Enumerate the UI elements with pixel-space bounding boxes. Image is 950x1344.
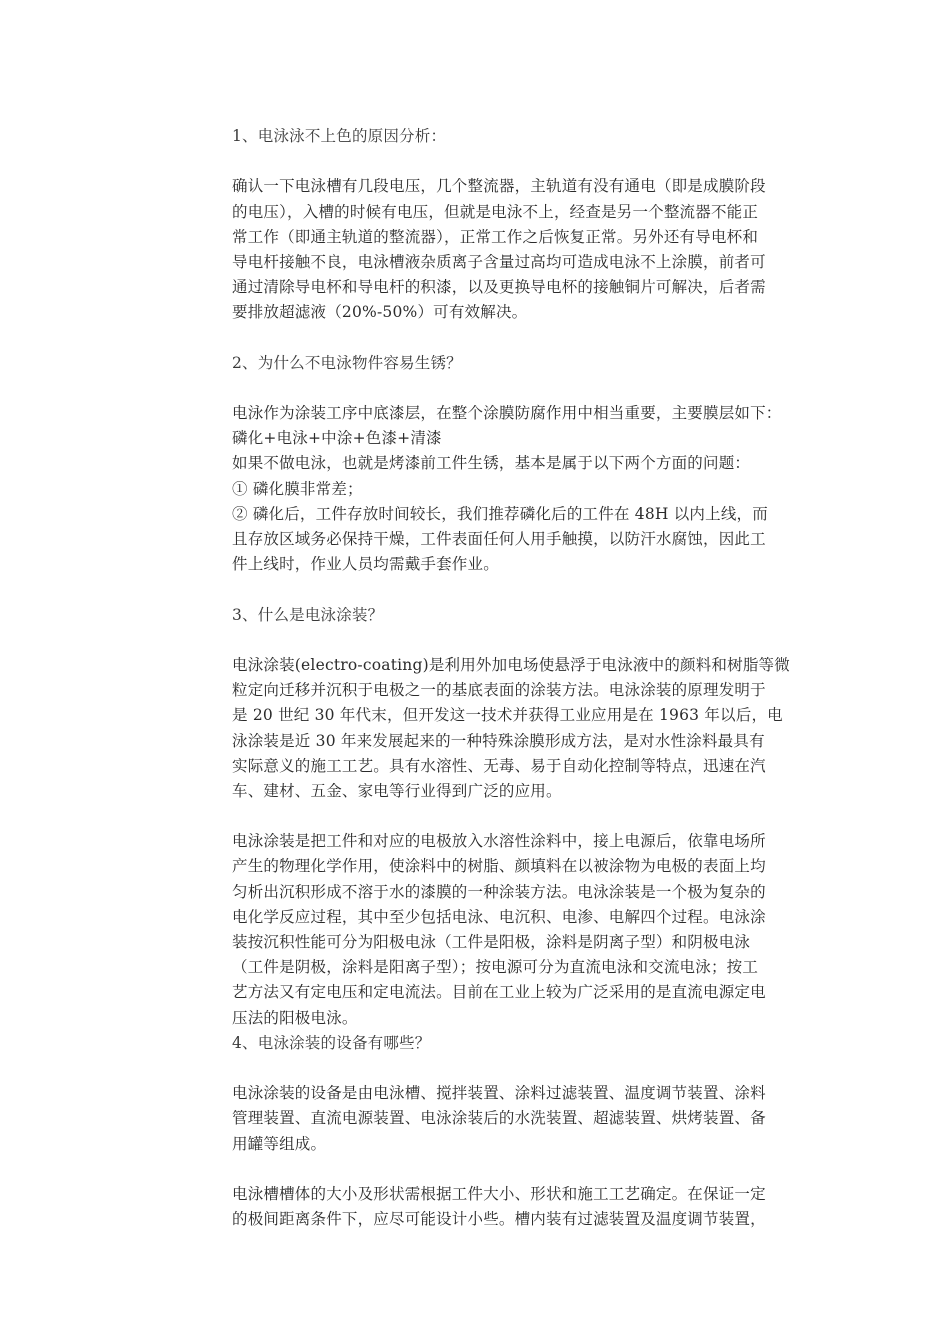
section-heading: 4、电泳涂装的设备有哪些？: [232, 1033, 431, 1052]
text-line: 粒定向迁移并沉积于电极之一的基底表面的涂装方法。电泳涂装的原理发明于: [232, 681, 766, 700]
section-heading: 1、电泳泳不上色的原因分析：: [232, 127, 447, 145]
spacer: [232, 577, 802, 602]
text-line: 泳涂装是近 30 年来发展起来的一种特殊涂膜形成方法，是对水性涂料最具有: [232, 731, 765, 750]
section-heading: 3、什么是电泳涂装？: [232, 605, 384, 624]
text-line: 常工作（即通主轨道的整流器），正常工作之后恢复正常。另外还有导电杯和: [232, 227, 759, 246]
text-line: 的极间距离条件下，应尽可能设计小些。槽内装有过滤装置及温度调节装置，: [232, 1210, 766, 1229]
text-line: （工件是阴极，涂料是阳离子型）；按电源可分为直流电泳和交流电泳；按工: [232, 958, 759, 977]
text-line: 实际意义的施工工艺。具有水溶性、无毒、易于自动化控制等特点，迅速在汽: [232, 756, 766, 775]
spacer: [232, 1056, 802, 1081]
text-line: 电化学反应过程，其中至少包括电泳、电沉积、电渗、电解四个过程。电泳涂: [232, 907, 766, 926]
spacer: [232, 149, 802, 174]
spacer: [232, 804, 802, 829]
paragraph: [232, 829, 802, 1031]
text-line: 是 20 世纪 30 年代末，但开发这一技术并获得工业应用是在 1963 年以后，电: [232, 706, 783, 725]
text-line: 电泳涂装是把工件和对应的电极放入水溶性涂料中，接上电源后，依靠电场所: [232, 832, 766, 851]
paragraph: [232, 174, 802, 325]
list-item: ② 磷化后，工件存放时间较长，我们推荐磷化后的工件在 48H 以内上线，而: [232, 504, 768, 523]
document-body: [232, 124, 802, 1232]
text-line: 通过清除导电杯和导电杆的积漆，以及更换导电杯的接触铜片可解决，后者需: [232, 278, 766, 297]
text-line: 产生的物理化学作用，使涂料中的树脂、颜填料在以被涂物为电极的表面上均: [232, 857, 766, 876]
text-line: 要排放超滤液（20%-50%）可有效解决。: [232, 303, 528, 322]
text-line: 装按沉积性能可分为阳极电泳（工件是阳极，涂料是阴离子型）和阴极电泳: [232, 933, 751, 951]
paragraph: [232, 653, 802, 804]
text-line: 用罐等组成。: [232, 1134, 327, 1153]
text-line: 磷化+电泳+中涂+色漆+清漆: [232, 429, 442, 448]
spacer: [232, 1157, 802, 1182]
text-line: 的电压），入槽的时候有电压，但就是电泳不上，经查是另一个整流器不能正: [232, 202, 759, 221]
text-line: 匀析出沉积形成不溶于水的漆膜的一种涂装方法。电泳涂装是一个极为复杂的: [232, 882, 766, 901]
paragraph: [232, 1182, 802, 1232]
text-line: 电泳槽槽体的大小及形状需根据工件大小、形状和施工工艺确定。在保证一定: [232, 1184, 766, 1203]
spacer: [232, 326, 802, 351]
spacer: [232, 628, 802, 653]
section-heading: 2、为什么不电泳物件容易生锈？: [232, 353, 462, 372]
text-line: 且存放区域务必保持干燥，工件表面任何人用手触摸，以防汗水腐蚀，因此工: [232, 530, 766, 548]
text-line: 电泳作为涂装工序中底漆层，在整个涂膜防腐作用中相当重要，主要膜层如下：: [232, 404, 782, 423]
text-line: 艺方法又有定电压和定电流法。目前在工业上较为广泛采用的是直流电源定电: [232, 983, 766, 1002]
text-line: 件上线时，作业人员均需戴手套作业。: [232, 555, 499, 574]
text-line: 电泳涂装的设备是由电泳槽、搅拌装置、涂料过滤装置、温度调节装置、涂料: [232, 1084, 766, 1103]
text-line: 管理装置、直流电源装置、电泳涂装后的水洗装置、超滤装置、烘烤装置、备: [232, 1109, 766, 1128]
text-line: 车、建材、五金、家电等行业得到广泛的应用。: [232, 781, 562, 800]
spacer: [232, 376, 802, 401]
text-line: 如果不做电泳，也就是烤漆前工件生锈，基本是属于以下两个方面的问题：: [232, 454, 751, 473]
paragraph: [232, 401, 802, 577]
text-line: 导电杆接触不良，电泳槽液杂质离子含量过高均可造成电泳不上涂膜，前者可: [232, 252, 766, 271]
text-line: 电泳涂装(electro-coating)是利用外加电场使悬浮于电泳液中的颜料和树脂等微: [232, 655, 790, 674]
text-line: 压法的阳极电泳。: [232, 1008, 358, 1027]
text-line: 确认一下电泳槽有几段电压，几个整流器，主轨道有没有通电（即是成膜阶段: [232, 177, 766, 196]
list-item: ① 磷化膜非常差；: [232, 479, 363, 498]
paragraph: [232, 1081, 802, 1157]
